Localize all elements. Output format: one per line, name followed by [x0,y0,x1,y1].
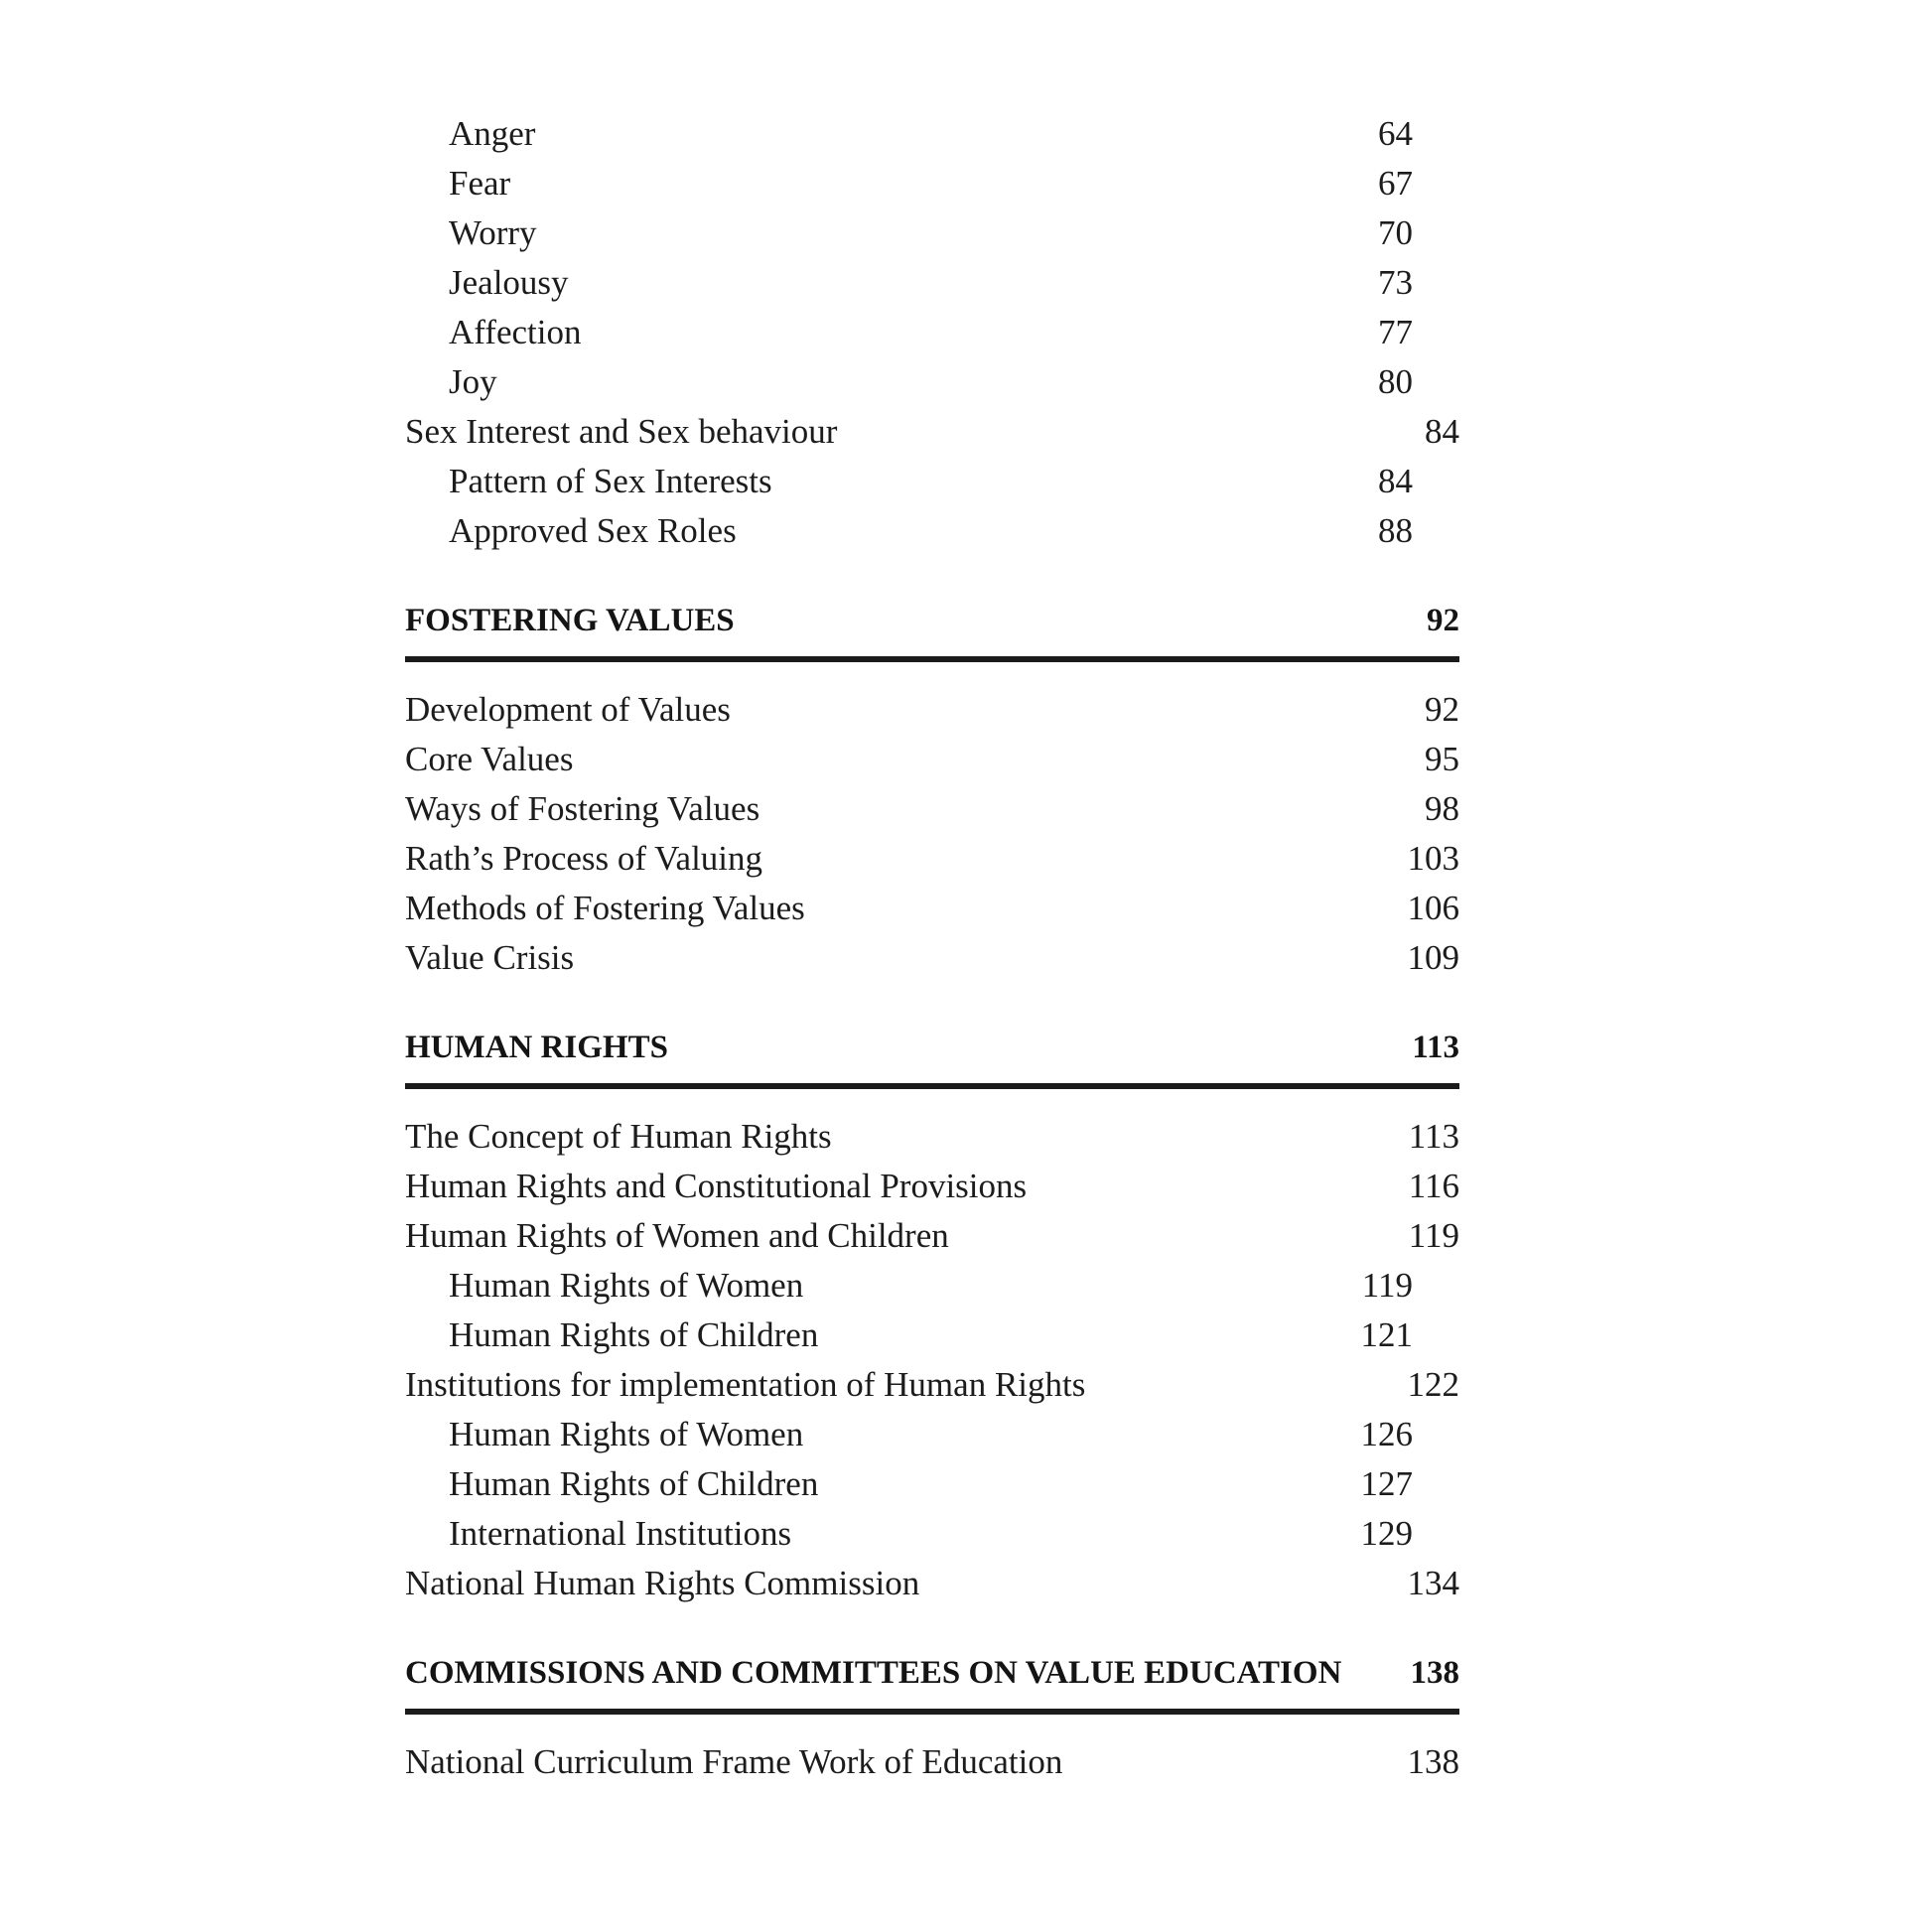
toc-entry-page-number: 64 [1378,114,1413,153]
toc-entry-label: Methods of Fostering Values [405,889,805,927]
section-heading-page-number: 113 [1412,1030,1459,1065]
toc-entry-label: Human Rights and Constitutional Provisions [405,1167,1028,1205]
toc-entry-page-number: 121 [1360,1315,1413,1354]
toc-entry-label: International Institutions [449,1514,792,1553]
toc-entry-page-number: 127 [1360,1464,1413,1503]
toc-entry [449,159,1413,208]
toc-entry [449,1509,1413,1559]
toc-entry-label: Core Values [405,740,574,778]
toc-entry [449,357,1413,407]
section-heading-page-number: 92 [1427,603,1459,638]
section-heading-page-number: 138 [1410,1655,1459,1691]
toc-entry-label: Rath’s Process of Valuing [405,839,763,878]
toc-entry [449,1261,1413,1311]
toc-entry [449,208,1413,258]
toc-entry [449,258,1413,308]
toc-entry-page-number: 80 [1378,362,1413,401]
toc-entry-label: Development of Values [405,690,731,729]
toc-entry [405,407,1459,457]
toc-entry-label: Sex Interest and Sex behaviour [405,412,838,451]
toc-entry-page-number: 67 [1378,164,1413,203]
toc-entry-label: Institutions for implementation of Human Rights [405,1365,1086,1404]
toc-entry [449,1410,1413,1459]
toc-entry-page-number: 77 [1378,313,1413,351]
toc-entry-page-number: 119 [1361,1266,1413,1305]
section-heading-label: COMMISSIONS AND COMMITTEES ON VALUE EDUCATION [405,1655,1342,1691]
toc-entry [405,834,1459,884]
toc-entry-label: Fear [449,164,511,203]
toc-entry-page-number: 119 [1408,1216,1459,1255]
toc-entry [449,1459,1413,1509]
toc-entry-label: Affection [449,313,582,351]
toc-entry-label: Human Rights of Women and Children [405,1216,949,1255]
toc-entry [449,1311,1413,1360]
toc-entry [405,1559,1459,1608]
toc-entry-page-number: 126 [1360,1415,1413,1453]
toc-entry-label: Pattern of Sex Interests [449,462,772,500]
toc-entry-label: Joy [449,362,497,401]
toc-entry [405,1112,1459,1162]
toc-entry-label: National Curriculum Frame Work of Education [405,1742,1063,1781]
section-divider-rule [405,1709,1459,1715]
toc-entry-page-number: 95 [1425,740,1459,778]
toc-entry-label: Ways of Fostering Values [405,789,760,828]
toc-entry [449,457,1413,506]
section-heading-label: HUMAN RIGHTS [405,1030,668,1065]
section-heading-label: FOSTERING VALUES [405,603,735,638]
toc-entry [405,933,1459,983]
toc-entry-label: Human Rights of Children [449,1315,819,1354]
toc-entry-page-number: 134 [1407,1564,1459,1602]
toc-entry-page-number: 113 [1408,1117,1459,1156]
section-divider-rule [405,1083,1459,1089]
section-heading-row [405,1648,1459,1698]
section-heading-row [405,596,1459,645]
toc-entry-page-number: 92 [1425,690,1459,729]
toc-entry [405,1360,1459,1410]
toc-entry-page-number: 109 [1407,938,1459,977]
toc-entry-page-number: 103 [1407,839,1459,878]
toc-entry-label: Anger [449,114,536,153]
toc-entry-page-number: 73 [1378,263,1413,302]
toc-entry [405,735,1459,784]
toc-entry-page-number: 129 [1360,1514,1413,1553]
toc-entry-page-number: 70 [1378,213,1413,252]
toc-entry [405,1162,1459,1211]
toc-entry-page-number: 122 [1407,1365,1459,1404]
toc-entry [405,784,1459,834]
toc-entry-page-number: 138 [1407,1742,1459,1781]
toc-entry-page-number: 116 [1408,1167,1459,1205]
toc-entry-label: National Human Rights Commission [405,1564,920,1602]
toc-entry-page-number: 84 [1425,412,1459,451]
toc-entry [449,506,1413,556]
toc-entry [405,884,1459,933]
toc-entry-label: Approved Sex Roles [449,511,737,550]
toc-entry [449,308,1413,357]
toc-entry [449,109,1413,159]
toc-entry-label: Value Crisis [405,938,575,977]
toc-entry-label: The Concept of Human Rights [405,1117,832,1156]
toc-entry-page-number: 98 [1425,789,1459,828]
toc-entry-label: Human Rights of Women [449,1415,804,1453]
toc-entry-page-number: 106 [1407,889,1459,927]
toc-entry [405,685,1459,735]
toc-entry-label: Human Rights of Children [449,1464,819,1503]
toc-entry-label: Human Rights of Women [449,1266,804,1305]
toc-entry-page-number: 88 [1378,511,1413,550]
section-divider-rule [405,656,1459,662]
toc-entry-page-number: 84 [1378,462,1413,500]
section-heading-row [405,1023,1459,1072]
toc-entry [405,1737,1459,1787]
toc-entry-label: Worry [449,213,537,252]
toc-entry-label: Jealousy [449,263,569,302]
toc-entry [405,1211,1459,1261]
